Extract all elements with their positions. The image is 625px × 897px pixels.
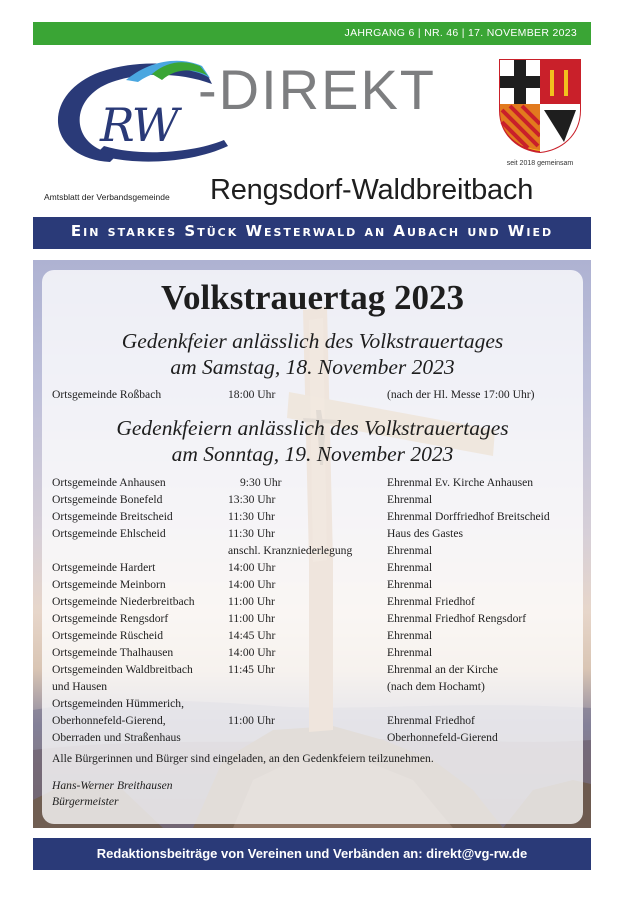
row-time: 11:30 Uhr	[228, 510, 275, 523]
row-time: 11:00 Uhr	[228, 714, 275, 727]
section-heading-line: am Sonntag, 19. November 2023	[171, 442, 454, 466]
coat-of-arms-icon	[498, 58, 582, 154]
footer-contact-text: Redaktionsbeiträge von Vereinen und Verbänden an: direkt@vg-rw.de	[96, 846, 528, 861]
signature-role: Bürgermeister	[52, 795, 119, 808]
schedule-row	[52, 593, 587, 610]
row-location: Ehrenmal	[387, 578, 433, 591]
schedule-row	[52, 695, 587, 712]
schedule-row	[52, 386, 587, 403]
row-place: Ortsgemeinden Hümmerich,	[52, 697, 185, 710]
schedule-row	[52, 712, 587, 729]
row-time: 11:00 Uhr	[228, 595, 275, 608]
row-place: und Hausen	[52, 680, 108, 693]
row-place: Ortsgemeinde Breitscheid	[52, 510, 173, 523]
schedule-row	[52, 508, 587, 525]
row-time: anschl. Kranzniederlegung	[228, 544, 353, 557]
row-place: Ortsgemeinde Niederbreitbach	[52, 595, 195, 608]
row-time: 18:00 Uhr	[228, 388, 276, 401]
row-place: Ortsgemeinde Rüscheid	[52, 629, 164, 642]
row-location: Oberhonnefeld-Gierend	[387, 731, 498, 744]
row-time: 14:00 Uhr	[228, 646, 276, 659]
row-place: Ortsgemeinde Rengsdorf	[52, 612, 169, 625]
schedule-row	[52, 474, 587, 491]
row-place: Ortsgemeinde Bonefeld	[52, 493, 163, 506]
issue-info-bar	[33, 22, 591, 45]
row-location: Ehrenmal Friedhof Rengsdorf	[387, 612, 527, 625]
slogan: Ein starkes Stück Westerwald an Aubach und Wied	[70, 222, 554, 240]
row-place: Oberhonnefeld-Gierend,	[52, 714, 166, 727]
invitation-text: Alle Bürgerinnen und Bürger sind eingeladen, an den Gedenkfeiern teilzunehmen.	[52, 752, 434, 765]
logo-wordmark: -DIREKT	[198, 58, 436, 121]
section-heading-sunday	[42, 415, 583, 467]
schedule-row	[52, 610, 587, 627]
row-location: (nach der Hl. Messe 17:00 Uhr)	[387, 388, 535, 401]
footer-bar	[33, 838, 591, 870]
row-location: Ehrenmal Friedhof	[387, 714, 475, 727]
row-time: 11:00 Uhr	[228, 612, 275, 625]
row-location: Ehrenmal Ev. Kirche Anhausen	[387, 476, 534, 489]
row-place: Oberraden und Straßenhaus	[52, 731, 181, 744]
row-place: Ortsgemeinde Hardert	[52, 561, 156, 574]
signature-name: Hans-Werner Breithausen	[52, 779, 173, 792]
schedule-row	[52, 644, 587, 661]
row-location: Haus des Gastes	[387, 527, 463, 540]
section-heading-line: Gedenkfeiern anlässlich des Volkstrauertages	[116, 416, 509, 440]
row-time: 11:45 Uhr	[228, 663, 275, 676]
schedule-row	[52, 559, 587, 576]
row-location: Ehrenmal	[387, 561, 433, 574]
schedule-row	[52, 491, 587, 508]
row-location: Ehrenmal an der Kirche	[387, 663, 499, 676]
municipality-name: Rengsdorf-Waldbreitbach	[210, 174, 534, 206]
section-heading-line: am Samstag, 18. November 2023	[170, 355, 455, 379]
crest-caption: seit 2018 gemeinsam	[506, 160, 574, 167]
row-place: Ortsgemeinde Ehlscheid	[52, 527, 166, 540]
logo-mark: RW	[100, 98, 177, 152]
row-location: Ehrenmal	[387, 629, 433, 642]
amtsblatt-label: Amtsblatt der Verbandsgemeinde	[44, 192, 170, 202]
row-location: Ehrenmal	[387, 544, 433, 557]
section-heading-saturday	[42, 328, 583, 380]
row-time: 11:30 Uhr	[228, 527, 275, 540]
row-time: 14:00 Uhr	[228, 578, 276, 591]
row-location: Ehrenmal Dorffriedhof Breitscheid	[387, 510, 550, 523]
row-place: Ortsgemeinde Thalhausen	[52, 646, 174, 659]
schedule-row	[52, 627, 587, 644]
issue-info: JAHRGANG 6 | NR. 46 | 17. NOVEMBER 2023	[344, 27, 577, 39]
row-time: 14:45 Uhr	[228, 629, 276, 642]
slogan-bar	[33, 217, 591, 249]
schedule-row	[52, 525, 587, 542]
row-time: 9:30 Uhr	[240, 476, 282, 489]
schedule-row	[52, 729, 587, 746]
row-place: Ortsgemeinde Anhausen	[52, 476, 166, 489]
schedule-row	[52, 678, 587, 695]
row-location: Ehrenmal	[387, 646, 433, 659]
row-location: (nach dem Hochamt)	[387, 680, 485, 693]
row-place: Ortsgemeinden Waldbreitbach	[52, 663, 193, 676]
row-place: Ortsgemeinde Meinborn	[52, 578, 166, 591]
row-time: 14:00 Uhr	[228, 561, 276, 574]
section-heading-line: Gedenkfeier anlässlich des Volkstrauertages	[121, 329, 504, 353]
schedule-row	[52, 576, 587, 593]
schedule-row	[52, 661, 587, 678]
row-location: Ehrenmal	[387, 493, 433, 506]
row-time: 13:30 Uhr	[228, 493, 276, 506]
schedule-row	[52, 542, 587, 559]
row-location: Ehrenmal Friedhof	[387, 595, 475, 608]
article-title: Volkstrauertag 2023	[160, 278, 464, 317]
row-place: Ortsgemeinde Roßbach	[52, 388, 162, 401]
